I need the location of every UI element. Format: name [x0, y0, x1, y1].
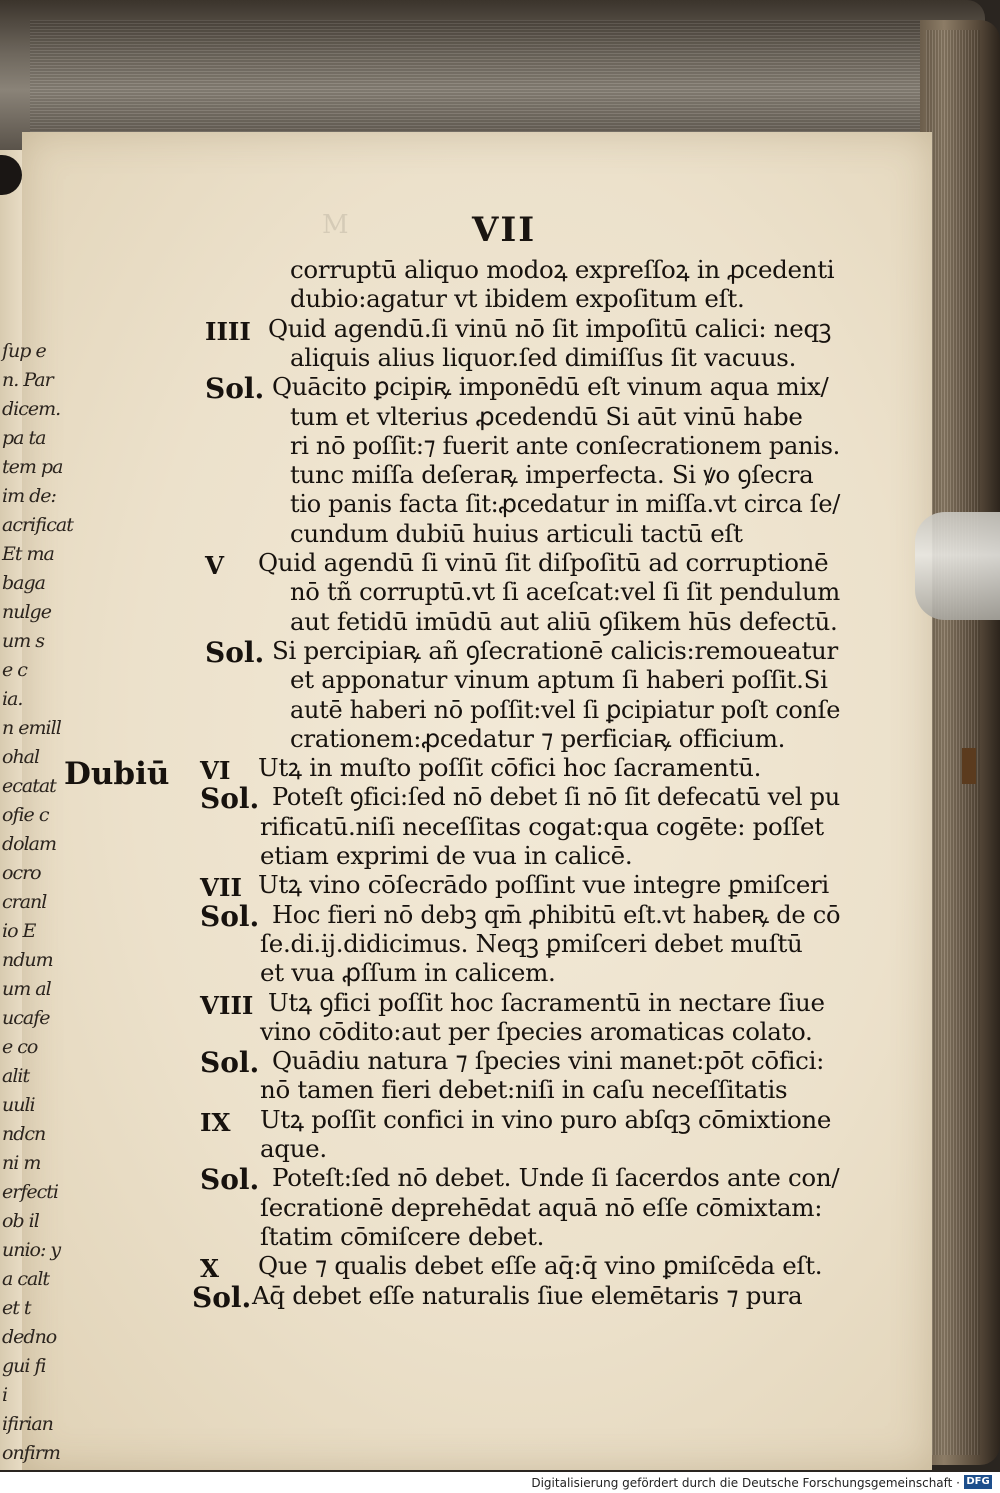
text-line: nō tñ corruptū.vt ſi aceſcat:vel ſi ſit pendulum: [290, 577, 840, 606]
solution-marker: Sol.: [200, 1046, 260, 1079]
left-page-fragment: pa ta: [2, 427, 46, 449]
text-line: tum et vlterius ꝓcedendū Si aūt vinū habe: [290, 402, 803, 431]
left-page-fragment: um s: [2, 630, 45, 652]
left-page-fragment: ia.: [2, 688, 23, 710]
text-line: Hoc fieri nō debꝫ qm̄ ꝓhibitū eſt.vt habeꝶ de cō: [272, 900, 841, 929]
solution-marker: Sol.: [192, 1281, 252, 1314]
text-line: Si percipiaꝶ añ ꝯſecrationē calicis:remoueatur: [272, 636, 838, 665]
left-page-fragment: ſup e: [2, 340, 46, 362]
left-page-fragment: acrificat: [2, 514, 73, 536]
left-page-fragment: ohal: [2, 746, 40, 768]
text-line: et apponatur vinum aptum ſi haberi poſſit.Si: [290, 665, 828, 694]
book-right-edge: [920, 20, 1000, 1465]
left-page-fragment: ob il: [2, 1210, 39, 1232]
left-page-fragment: dicem.: [2, 398, 61, 420]
text-line: Que ⁊ qualis debet eſſe aq̄:q̄ vino ꝑmiſcēda eſt.: [258, 1251, 823, 1280]
text-line: Quācito ꝑcipiꝶ imponēdū eſt vinum aqua mix/: [272, 372, 829, 401]
question-number: X: [200, 1254, 220, 1283]
text-line: Utꝝ in muſto poſſit cōfici hoc ſacramentū.: [258, 753, 762, 782]
solution-marker: Sol.: [205, 372, 265, 405]
question-number: IIII: [205, 317, 251, 346]
left-page-fragment: Et ma: [2, 543, 54, 565]
left-page-fragment: tem pa: [2, 456, 63, 478]
solution-marker: Sol.: [200, 782, 260, 815]
text-line: Utꝝ poſſit confici in vino puro abſqꝫ cōmixtione: [260, 1105, 832, 1134]
left-page-fragment: ucafe: [2, 1007, 50, 1029]
text-line: ſe.di.ij.didicimus. Neqꝫ ꝑmiſceri debet muſtū: [260, 929, 803, 958]
text-line: ſtatim cōmiſcere debet.: [260, 1222, 545, 1251]
text-line: autē haberi nō poſſit:vel ſi ꝑcipiatur poſt conſe: [290, 695, 841, 724]
left-page-fragment: nulge: [2, 601, 51, 623]
left-page-fragment: a calt: [2, 1268, 50, 1290]
left-page-fragment: alit: [2, 1065, 30, 1087]
left-page-fragment: ndum: [2, 949, 53, 971]
question-number: VIII: [200, 991, 254, 1020]
left-page-fragment: unio: y: [2, 1239, 61, 1261]
left-page-fragment: dolam: [2, 833, 57, 855]
left-page-fragment: uuli: [2, 1094, 35, 1116]
left-page-fragment: ecatat: [2, 775, 56, 797]
text-line: crationem:ꝓcedatur ⁊ perficiaꝶ officium.: [290, 724, 786, 753]
folio-number: VII: [472, 210, 537, 250]
left-page-fragment: io E: [2, 920, 36, 942]
text-line: cundum dubiū huius articuli tactū eſt: [290, 519, 743, 548]
left-page-fragment: ocro: [2, 862, 41, 884]
show-through-mark: M: [322, 210, 349, 240]
question-number: VI: [200, 756, 231, 785]
left-page-fragment: im de:: [2, 485, 56, 507]
text-line: et vua ꝓſſum in calicem.: [260, 958, 556, 987]
solution-marker: Sol.: [200, 900, 260, 933]
dfg-logo: DFG: [964, 1475, 992, 1489]
left-page-fragment: et t: [2, 1297, 31, 1319]
text-line: Quid agendū.ſi vinū nō ſit impoſitū calici: neqꝫ: [268, 314, 832, 343]
text-line: dubio:agatur vt ibidem expoſitum eſt.: [290, 284, 745, 313]
text-line: tio panis facta ſit:ꝓcedatur in miſſa.vt circa ſe/: [290, 489, 841, 518]
left-page-fragment: ndcn: [2, 1123, 46, 1145]
text-line: etiam exprimi de vua in calicē.: [260, 841, 633, 870]
text-line: corruptū aliquo modoꝝ expreſſoꝝ in ꝓcedenti: [290, 255, 835, 284]
left-page-fragment: um al: [2, 978, 51, 1000]
left-page-fragment: erfecti: [2, 1181, 58, 1203]
text-line: aque.: [260, 1134, 327, 1163]
left-page-fragment: gui fi: [2, 1355, 46, 1377]
left-page-fragment: e co: [2, 1036, 38, 1058]
text-line: aut fetidū imūdū aut aliū ꝯſikem hūs defectū.: [290, 607, 838, 636]
text-line: Utꝝ vino cōſecrādo poſſint vue integre ꝑmiſceri: [258, 870, 829, 899]
page-clip: [915, 512, 1000, 620]
text-line: Quid agendū ſi vinū ſit diſpoſitū ad corruptionē: [258, 548, 829, 577]
text-line: Utꝝ ꝯfici poſſit hoc ſacramentū in nectare ſiue: [268, 988, 825, 1017]
text-line: Poteſt:ſed nō debet. Unde ſi ſacerdos ante con/: [272, 1163, 840, 1192]
left-page-fragment: e c: [2, 659, 27, 681]
text-line: ſecrationē deprehēdat aquā nō eſſe cōmixtam:: [260, 1193, 823, 1222]
left-page-fragment: ofie c: [2, 804, 49, 826]
question-number: V: [205, 551, 225, 580]
left-page-fragment: ni m: [2, 1152, 41, 1174]
solution-marker: Sol.: [200, 1163, 260, 1196]
text-line: Aq̄ debet eſſe naturalis ſiue elemētaris ⁊ pura: [252, 1281, 803, 1310]
left-page-fragment: onfirm: [2, 1442, 60, 1464]
solution-marker: Sol.: [205, 636, 265, 669]
text-line: aliquis alius liquor.ſed dimiſſus ſit vacuus.: [290, 343, 797, 372]
question-number: IX: [200, 1108, 231, 1137]
text-line: Poteſt ꝯfici:ſed nō debet ſi nō ſit defecatū vel pu: [272, 782, 840, 811]
left-page-fragment: i: [2, 1384, 8, 1406]
left-page-fragment: cranl: [2, 891, 47, 913]
text-line: ri nō poſſit:⁊ fuerit ante conſecrationem panis.: [290, 431, 840, 460]
text-line: rificatū.niſi neceſſitas cogat:qua cogēte: poſſet: [260, 812, 824, 841]
text-line: tunc miſſa deſeraꝶ imperfecta. Si ꝟo ꝯſecra: [290, 460, 814, 489]
side-label: Dubiū: [64, 756, 170, 792]
text-line: nō tamen fieri debet:niſi in caſu neceſſitatis: [260, 1075, 788, 1104]
text-line: Quādiu natura ⁊ ſpecies vini manet:pōt cōfici:: [272, 1046, 825, 1075]
left-page-fragment: dedno: [2, 1326, 57, 1348]
left-page-fragment: n. Par: [2, 369, 53, 391]
footer-credit: Digitalisierung gefördert durch die Deutsche Forschungsgemeinschaft ·: [531, 1476, 960, 1490]
left-page-fragment: ifirian: [2, 1413, 53, 1435]
text-line: vino cōdito:aut per ſpecies aromaticas colato.: [260, 1017, 813, 1046]
left-page-fragments: [0, 0, 73, 1470]
bookmark-tab: [962, 748, 976, 784]
question-number: VII: [200, 873, 242, 902]
left-page-fragment: n emill: [2, 717, 61, 739]
book-top-edge: [0, 0, 985, 150]
left-page-fragment: baga: [2, 572, 45, 594]
